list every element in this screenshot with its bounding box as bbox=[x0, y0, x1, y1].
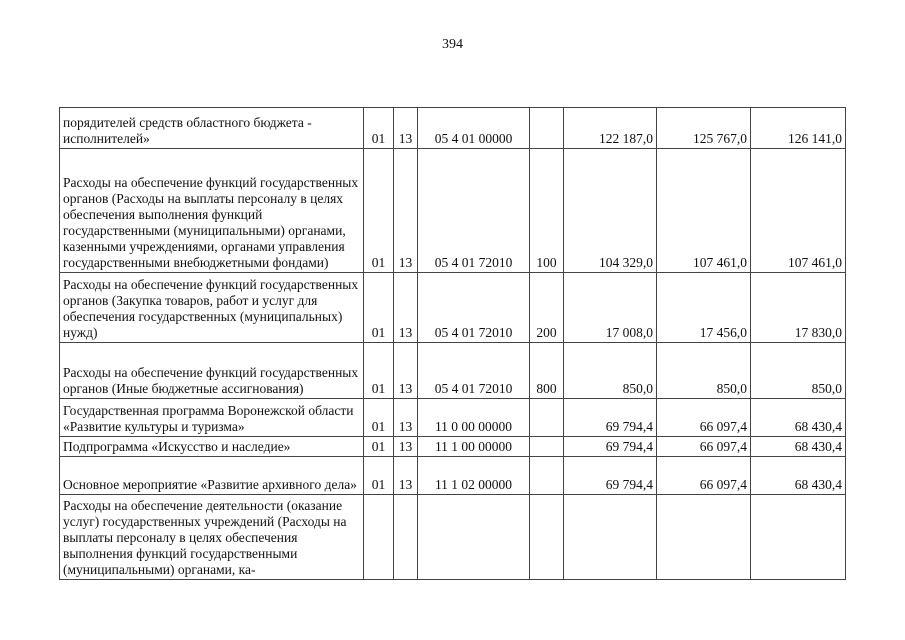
row-name: Расходы на обеспечение функций государственных органов (Расходы на выплаты персоналу в целях обеспечения выполнения функций государственными (муниципальными) органами, казенными учреждениями, органами управления государственными внебюджетными фондами) bbox=[60, 149, 364, 273]
table-row bbox=[60, 108, 846, 149]
row-year1: 104 329,0 bbox=[564, 149, 657, 273]
row-year3: 126 141,0 bbox=[751, 108, 846, 149]
table-row bbox=[60, 149, 846, 273]
row-expense-type bbox=[530, 399, 564, 437]
row-section: 01 bbox=[364, 457, 394, 495]
row-target-article: 05 4 01 00000 bbox=[418, 108, 530, 149]
row-expense-type bbox=[530, 437, 564, 457]
row-subsection: 13 bbox=[394, 149, 418, 273]
row-year1: 122 187,0 bbox=[564, 108, 657, 149]
row-year1: 850,0 bbox=[564, 343, 657, 399]
row-year1: 69 794,4 bbox=[564, 399, 657, 437]
row-expense-type: 200 bbox=[530, 273, 564, 343]
row-name: порядителей средств областного бюджета - исполнителей» bbox=[60, 108, 364, 149]
row-subsection: 13 bbox=[394, 108, 418, 149]
row-name: Расходы на обеспечение функций государственных органов (Закупка товаров, работ и услуг для обеспечения государственных (муниципальных) нужд) bbox=[60, 273, 364, 343]
row-year3 bbox=[751, 495, 846, 580]
row-year1: 69 794,4 bbox=[564, 457, 657, 495]
row-year2: 17 456,0 bbox=[657, 273, 751, 343]
row-section: 01 bbox=[364, 343, 394, 399]
row-year2: 66 097,4 bbox=[657, 399, 751, 437]
row-target-article bbox=[418, 495, 530, 580]
row-name: Расходы на обеспечение деятельности (оказание услуг) государственных учреждений (Расходы на выплаты персоналу в целях обеспечения выполнения функций государственными (муниципальными) органами, ка- bbox=[60, 495, 364, 580]
row-section bbox=[364, 495, 394, 580]
row-expense-type: 100 bbox=[530, 149, 564, 273]
row-expense-type bbox=[530, 108, 564, 149]
row-year3: 17 830,0 bbox=[751, 273, 846, 343]
table-row bbox=[60, 457, 846, 495]
row-subsection bbox=[394, 495, 418, 580]
row-name: Основное мероприятие «Развитие архивного дела» bbox=[60, 457, 364, 495]
row-name: Подпрограмма «Искусство и наследие» bbox=[60, 437, 364, 457]
row-section: 01 bbox=[364, 399, 394, 437]
row-target-article: 05 4 01 72010 bbox=[418, 273, 530, 343]
row-subsection: 13 bbox=[394, 399, 418, 437]
row-section: 01 bbox=[364, 149, 394, 273]
table-row bbox=[60, 343, 846, 399]
row-year2: 107 461,0 bbox=[657, 149, 751, 273]
budget-table bbox=[59, 107, 846, 580]
page-number: 394 bbox=[442, 37, 463, 52]
table-row bbox=[60, 495, 846, 580]
row-subsection: 13 bbox=[394, 273, 418, 343]
row-year3: 68 430,4 bbox=[751, 457, 846, 495]
row-section: 01 bbox=[364, 108, 394, 149]
row-year3: 107 461,0 bbox=[751, 149, 846, 273]
row-year1: 69 794,4 bbox=[564, 437, 657, 457]
row-year3: 68 430,4 bbox=[751, 437, 846, 457]
row-section: 01 bbox=[364, 273, 394, 343]
row-subsection: 13 bbox=[394, 343, 418, 399]
row-year2: 125 767,0 bbox=[657, 108, 751, 149]
row-expense-type bbox=[530, 495, 564, 580]
row-year3: 68 430,4 bbox=[751, 399, 846, 437]
row-name: Государственная программа Воронежской области «Развитие культуры и туризма» bbox=[60, 399, 364, 437]
row-subsection: 13 bbox=[394, 457, 418, 495]
row-target-article: 11 1 02 00000 bbox=[418, 457, 530, 495]
table-row bbox=[60, 399, 846, 437]
row-year1 bbox=[564, 495, 657, 580]
row-year1: 17 008,0 bbox=[564, 273, 657, 343]
row-section: 01 bbox=[364, 437, 394, 457]
row-year3: 850,0 bbox=[751, 343, 846, 399]
table-row bbox=[60, 273, 846, 343]
row-year2: 850,0 bbox=[657, 343, 751, 399]
row-expense-type: 800 bbox=[530, 343, 564, 399]
row-year2 bbox=[657, 495, 751, 580]
table-row bbox=[60, 437, 846, 457]
row-name: Расходы на обеспечение функций государственных органов (Иные бюджетные ассигнования) bbox=[60, 343, 364, 399]
row-target-article: 11 0 00 00000 bbox=[418, 399, 530, 437]
row-year2: 66 097,4 bbox=[657, 457, 751, 495]
row-target-article: 05 4 01 72010 bbox=[418, 149, 530, 273]
row-subsection: 13 bbox=[394, 437, 418, 457]
row-expense-type bbox=[530, 457, 564, 495]
row-year2: 66 097,4 bbox=[657, 437, 751, 457]
row-target-article: 05 4 01 72010 bbox=[418, 343, 530, 399]
row-target-article: 11 1 00 00000 bbox=[418, 437, 530, 457]
